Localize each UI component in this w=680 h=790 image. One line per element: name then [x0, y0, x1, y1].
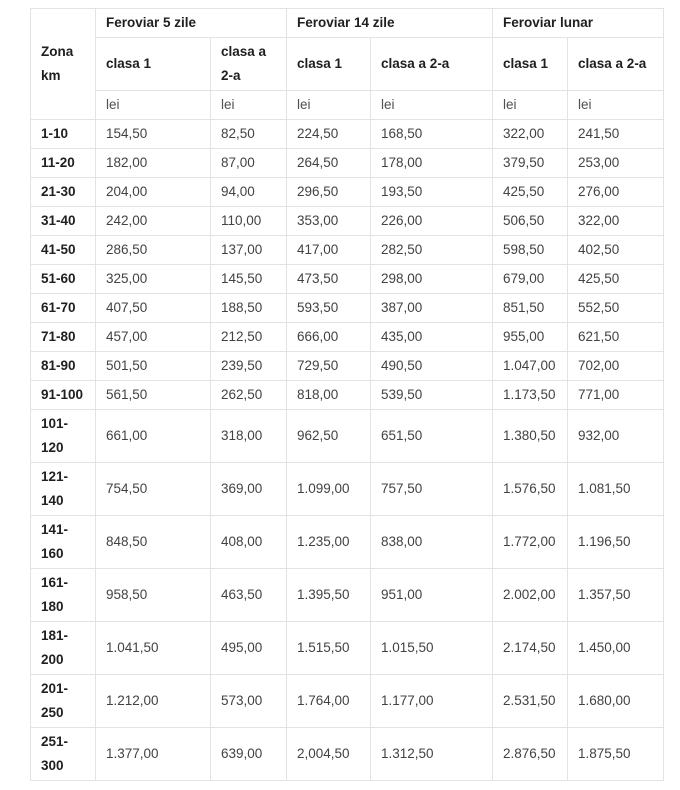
zone-cell: 251-300: [31, 728, 96, 781]
price-cell: 598,50: [493, 236, 568, 265]
price-cell: 473,50: [287, 265, 371, 294]
price-cell: 955,00: [493, 323, 568, 352]
price-cell: 262,50: [211, 381, 287, 410]
zone-column-header: Zona km: [31, 9, 96, 120]
price-cell: 282,50: [371, 236, 493, 265]
price-cell: 729,50: [287, 352, 371, 381]
price-cell: 145,50: [211, 265, 287, 294]
price-cell: 1.772,00: [493, 516, 568, 569]
table-row: [31, 323, 664, 352]
price-cell: 212,50: [211, 323, 287, 352]
zone-cell: 31-40: [31, 207, 96, 236]
price-cell: 1.015,50: [371, 622, 493, 675]
table-row: [31, 265, 664, 294]
price-cell: 457,00: [96, 323, 211, 352]
price-cell: 435,00: [371, 323, 493, 352]
price-cell: 1.235,00: [287, 516, 371, 569]
zone-cell: 1-10: [31, 120, 96, 149]
price-cell: 296,50: [287, 178, 371, 207]
price-cell: 239,50: [211, 352, 287, 381]
zone-cell: 181-200: [31, 622, 96, 675]
table-row: [31, 294, 664, 323]
price-cell: 1.450,00: [568, 622, 664, 675]
price-cell: 818,00: [287, 381, 371, 410]
zone-cell: 161-180: [31, 569, 96, 622]
price-cell: 1.041,50: [96, 622, 211, 675]
class-header: clasa 1: [287, 38, 371, 91]
unit-cell: lei: [287, 91, 371, 120]
price-cell: 1.081,50: [568, 463, 664, 516]
group-header-row: [31, 9, 664, 38]
price-cell: 757,50: [371, 463, 493, 516]
price-cell: 2.876,50: [493, 728, 568, 781]
price-cell: 1.047,00: [493, 352, 568, 381]
price-cell: 137,00: [211, 236, 287, 265]
table-row: [31, 352, 664, 381]
price-cell: 87,00: [211, 149, 287, 178]
price-cell: 539,50: [371, 381, 493, 410]
price-cell: 506,50: [493, 207, 568, 236]
price-cell: 958,50: [96, 569, 211, 622]
price-cell: 463,50: [211, 569, 287, 622]
price-cell: 495,00: [211, 622, 287, 675]
price-cell: 318,00: [211, 410, 287, 463]
price-cell: 1.875,50: [568, 728, 664, 781]
table-row: [31, 207, 664, 236]
unit-cell: lei: [568, 91, 664, 120]
price-cell: 501,50: [96, 352, 211, 381]
price-cell: 325,00: [96, 265, 211, 294]
zone-cell: 41-50: [31, 236, 96, 265]
zone-cell: 201-250: [31, 675, 96, 728]
group-header-lunar: Feroviar lunar: [493, 9, 664, 38]
unit-row: [31, 91, 664, 120]
price-cell: 425,50: [568, 265, 664, 294]
price-cell: 94,00: [211, 178, 287, 207]
table-row: [31, 149, 664, 178]
price-cell: 1.177,00: [371, 675, 493, 728]
price-cell: 2.002,00: [493, 569, 568, 622]
class-header: clasa a 2-a: [211, 38, 287, 91]
fare-table-body: [31, 120, 664, 781]
table-row: [31, 728, 664, 781]
table-row: [31, 120, 664, 149]
table-row: [31, 516, 664, 569]
price-cell: 962,50: [287, 410, 371, 463]
unit-cell: lei: [211, 91, 287, 120]
class-header: clasa 1: [96, 38, 211, 91]
table-row: [31, 675, 664, 728]
price-cell: 639,00: [211, 728, 287, 781]
price-cell: 193,50: [371, 178, 493, 207]
unit-cell: lei: [96, 91, 211, 120]
class-header-row: [31, 38, 664, 91]
price-cell: 1.380,50: [493, 410, 568, 463]
zone-cell: 21-30: [31, 178, 96, 207]
class-header: clasa 1: [493, 38, 568, 91]
price-cell: 264,50: [287, 149, 371, 178]
unit-cell: lei: [371, 91, 493, 120]
table-row: [31, 381, 664, 410]
price-cell: 561,50: [96, 381, 211, 410]
unit-cell: lei: [493, 91, 568, 120]
price-cell: 322,00: [568, 207, 664, 236]
price-cell: 154,50: [96, 120, 211, 149]
table-row: [31, 569, 664, 622]
price-cell: 1.312,50: [371, 728, 493, 781]
price-cell: 1.212,00: [96, 675, 211, 728]
price-cell: 276,00: [568, 178, 664, 207]
zone-cell: 51-60: [31, 265, 96, 294]
price-cell: 621,50: [568, 323, 664, 352]
table-row: [31, 236, 664, 265]
zone-cell: 91-100: [31, 381, 96, 410]
price-cell: 1.395,50: [287, 569, 371, 622]
zone-cell: 11-20: [31, 149, 96, 178]
price-cell: 1.099,00: [287, 463, 371, 516]
table-row: [31, 410, 664, 463]
price-cell: 851,50: [493, 294, 568, 323]
price-cell: 951,00: [371, 569, 493, 622]
price-cell: 322,00: [493, 120, 568, 149]
class-header: clasa a 2-a: [568, 38, 664, 91]
price-cell: 387,00: [371, 294, 493, 323]
price-cell: 2.174,50: [493, 622, 568, 675]
price-cell: 417,00: [287, 236, 371, 265]
zone-cell: 121-140: [31, 463, 96, 516]
price-cell: 379,50: [493, 149, 568, 178]
group-header-14-zile: Feroviar 14 zile: [287, 9, 493, 38]
zone-cell: 141-160: [31, 516, 96, 569]
price-cell: 1.576,50: [493, 463, 568, 516]
class-header: clasa a 2-a: [371, 38, 493, 91]
price-cell: 1.680,00: [568, 675, 664, 728]
price-cell: 82,50: [211, 120, 287, 149]
price-cell: 253,00: [568, 149, 664, 178]
price-cell: 593,50: [287, 294, 371, 323]
group-header-5-zile: Feroviar 5 zile: [96, 9, 287, 38]
table-row: [31, 178, 664, 207]
price-cell: 402,50: [568, 236, 664, 265]
price-cell: 242,00: [96, 207, 211, 236]
price-cell: 573,00: [211, 675, 287, 728]
price-cell: 408,00: [211, 516, 287, 569]
price-cell: 224,50: [287, 120, 371, 149]
price-cell: 241,50: [568, 120, 664, 149]
price-cell: 182,00: [96, 149, 211, 178]
price-cell: 771,00: [568, 381, 664, 410]
price-cell: 932,00: [568, 410, 664, 463]
zone-cell: 61-70: [31, 294, 96, 323]
price-cell: 490,50: [371, 352, 493, 381]
price-cell: 2,004,50: [287, 728, 371, 781]
price-cell: 110,00: [211, 207, 287, 236]
zone-cell: 81-90: [31, 352, 96, 381]
price-cell: 407,50: [96, 294, 211, 323]
price-cell: 2.531,50: [493, 675, 568, 728]
price-cell: 353,00: [287, 207, 371, 236]
price-cell: 702,00: [568, 352, 664, 381]
table-row: [31, 622, 664, 675]
zone-cell: 71-80: [31, 323, 96, 352]
price-cell: 1.764,00: [287, 675, 371, 728]
price-cell: 1.515,50: [287, 622, 371, 675]
price-cell: 178,00: [371, 149, 493, 178]
price-cell: 848,50: [96, 516, 211, 569]
price-cell: 168,50: [371, 120, 493, 149]
price-cell: 1.196,50: [568, 516, 664, 569]
price-cell: 838,00: [371, 516, 493, 569]
table-row: [31, 463, 664, 516]
price-cell: 425,50: [493, 178, 568, 207]
price-cell: 188,50: [211, 294, 287, 323]
price-cell: 552,50: [568, 294, 664, 323]
fare-table: [30, 8, 664, 781]
price-cell: 226,00: [371, 207, 493, 236]
price-cell: 298,00: [371, 265, 493, 294]
price-cell: 661,00: [96, 410, 211, 463]
price-cell: 1.173,50: [493, 381, 568, 410]
price-cell: 679,00: [493, 265, 568, 294]
price-cell: 666,00: [287, 323, 371, 352]
price-cell: 754,50: [96, 463, 211, 516]
zone-cell: 101-120: [31, 410, 96, 463]
price-cell: 1.377,00: [96, 728, 211, 781]
price-cell: 286,50: [96, 236, 211, 265]
price-cell: 651,50: [371, 410, 493, 463]
price-cell: 369,00: [211, 463, 287, 516]
price-cell: 1.357,50: [568, 569, 664, 622]
price-cell: 204,00: [96, 178, 211, 207]
